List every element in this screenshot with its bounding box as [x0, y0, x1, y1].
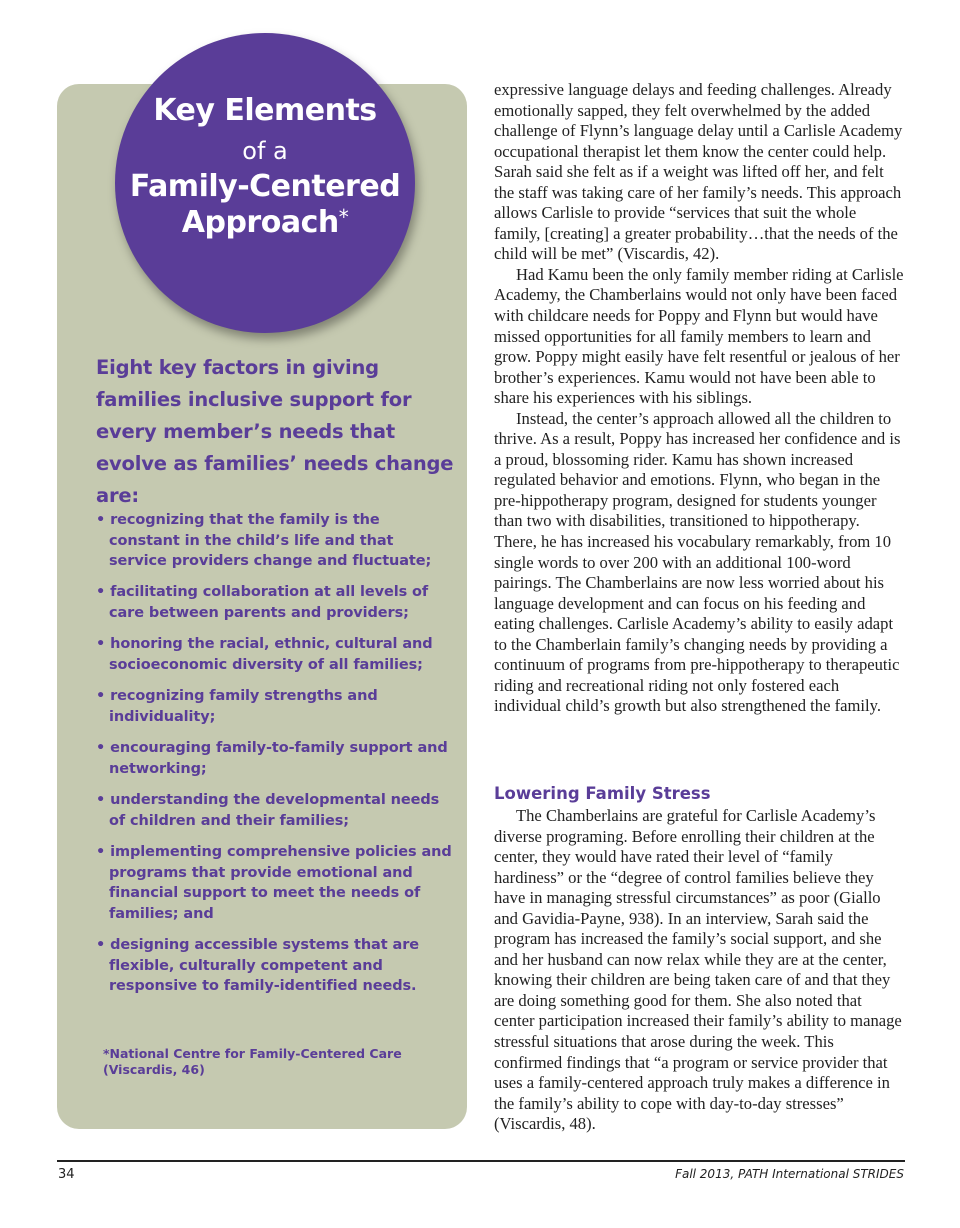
sidebar-footnote: *National Centre for Family-Centered Care (Viscardis, 46): [103, 1046, 402, 1077]
article-section-body: [494, 806, 904, 1135]
article-body: [494, 80, 904, 717]
title-line-4-text: Approach: [181, 205, 339, 240]
footer-credit: Fall 2013, PATH International STRIDES: [675, 1167, 904, 1181]
title-asterisk: *: [338, 205, 349, 229]
footer-divider: [57, 1160, 905, 1162]
title-line-1: Key Elements: [153, 93, 377, 128]
factor-item: • recognizing that the family is the constant in the child’s life and that service providers change and fluctuate;: [96, 512, 432, 569]
article-paragraph: expressive language delays and feeding challenges. Already emotionally sapped, they felt overwhelmed by the added challenge of Flynn’s language delay until a Carlisle Academy occupational therapist let them know the center could help. Sarah said she felt as if a weight was lifted off her, and felt the staff was taking care of her family’s needs. This approach allows Carlisle to provide “services that suit the whole family, [creating] a greater probability…that the needs of the child will be met” (Viscardis, 42).: [494, 80, 903, 264]
factor-item: • designing accessible systems that are flexible, culturally competent and responsive to family-identified needs.: [96, 937, 419, 994]
article-paragraph: Instead, the center’s approach allowed all the children to thrive. As a result, Poppy has increased her confidence and is a proud, blossoming rider. Kamu has shown increased regulated behavior and emotions. Flynn, who began in the pre-hippotherapy program, designed for students younger than two with disabilities, transitioned to hippotherapy. There, he has increased his vocabulary remarkably, from 10 single words to over 200 with an additional 100-word pairings. The Chamberlains are now less worried about his language development and can focus on his feeding and eating challenges. Carlisle Academy’s ability to easily adapt to the Chamberlain family’s changing needs by providing a continuum of programs from pre-hippotherapy to therapeutic riding and recreational riding not only fostered each individual child’s growth but also strengthened the family.: [494, 408, 901, 716]
factor-item: • implementing comprehensive policies and programs that provide emotional and financial support to meet the needs of families; and: [96, 844, 452, 922]
section-heading: Lowering Family Stress: [494, 784, 711, 803]
factor-item: • understanding the developmental needs of children and their families;: [96, 792, 440, 829]
sidebar-intro: Eight key factors in giving families inclusive support for every member’s needs that evolve as families’ needs change are:: [96, 356, 454, 507]
factor-item: • facilitating collaboration at all levels of care between parents and providers;: [96, 584, 429, 621]
article-paragraph: The Chamberlains are grateful for Carlisle Academy’s diverse programing. Before enrolling their children at the center, they would have rated their level of “family hardiness” or the “degree of control families believe they have in managing stressful circumstances” as poor (Giallo and Gavidia-Payne, 938). In an interview, Sarah said the program has increased the family’s social support, and she and her husband can now relax while they are at the center, knowing their children are being taken care of and that they are doing something good for them. She also noted that center participation increased their family’s ability to manage stressful situations that arose during the week. This confirmed findings that “a program or service provider that uses a family-centered approach truly makes a difference in the family’s ability to cope with day-to-day stresses” (Viscardis, 48).: [494, 806, 902, 1134]
title-line-2: of a: [242, 137, 288, 165]
title-line-4: [115, 205, 415, 240]
factor-item: • honoring the racial, ethnic, cultural and socioeconomic diversity of all families;: [96, 636, 433, 673]
article-paragraph: Had Kamu been the only family member riding at Carlisle Academy, the Chamberlains would not only have been faced with childcare needs for Poppy and Flynn but would have missed opportunities for all family members to learn and grow. Poppy might easily have felt resentful or jealous of her brother’s experiences. Kamu would not have been able to share his experiences with his siblings.: [494, 264, 904, 408]
title-circle: [115, 33, 415, 333]
page-number: 34: [58, 1167, 75, 1182]
title-line-3: Family-Centered: [129, 169, 401, 204]
factor-item: • encouraging family-to-family support and networking;: [96, 740, 448, 777]
factor-item: • recognizing family strengths and individuality;: [96, 688, 378, 725]
